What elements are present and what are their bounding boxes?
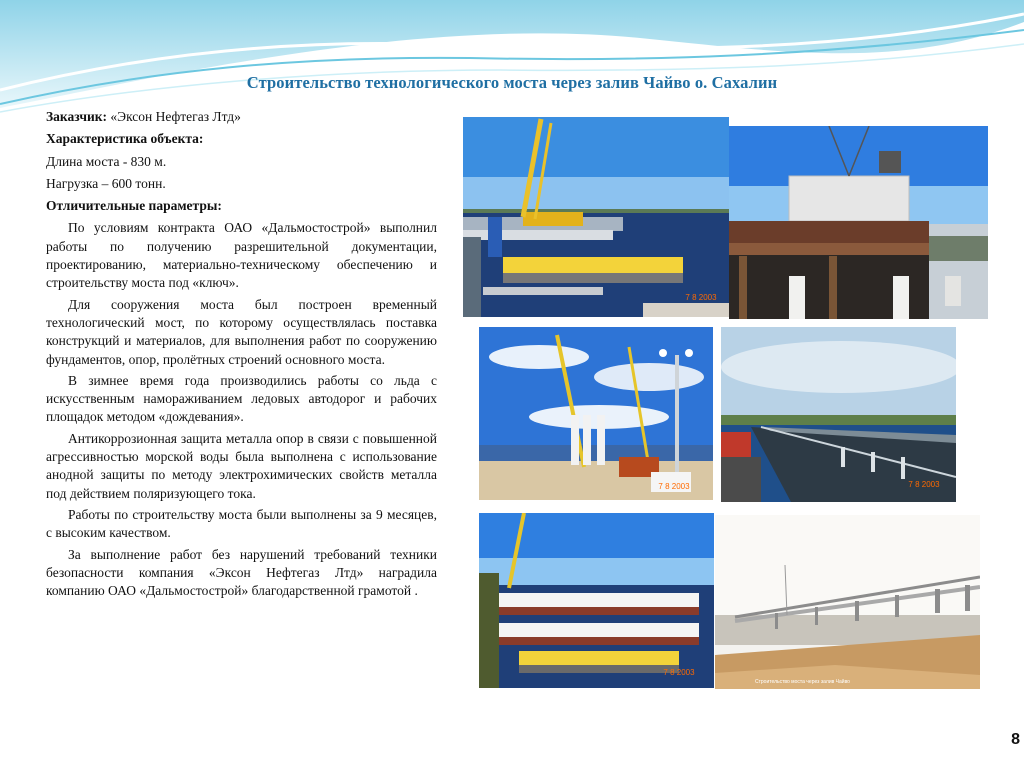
page-number: 8 — [1011, 731, 1020, 748]
paragraph: За выполнение работ без нарушений требований техники безопасности компания «Эксон Нефтегаз Лтд» наградила компанию ОАО «Дальмостострой» благодарственной грамотой . — [46, 546, 437, 599]
slide-title: Строительство технологического моста через залив Чайво о. Сахалин — [246, 73, 778, 92]
photo-crane-pontoons — [463, 117, 729, 317]
photo-pontoon-piers — [479, 513, 714, 688]
customer-line — [46, 108, 437, 126]
date-stamp: 7 8 2003 — [685, 293, 717, 302]
paragraph: Для сооружения моста был построен временный технологический мост, по которому осуществлялась поставка конструкций и материалов, для выполнения работ по сооружению фундаментов, опор, пролётных строений основного моста. — [46, 296, 437, 367]
paragraph: В зимнее время года производились работы со льда с искусственным намораживанием ледовых автодорог и рабочих площадок методом «дождевания». — [46, 372, 437, 425]
photo-cranes-shore — [479, 327, 713, 500]
body-text — [46, 108, 437, 603]
date-stamp: 7 8 2003 — [658, 482, 690, 491]
paragraph: Антикоррозионная защита металла опор в связи с повышенной агрессивностью морской воды была выполнена с использование анодной защиты по методу электрохимических свойств металла под действием поляризующего тока. — [46, 430, 437, 501]
paragraph: Работы по строительству моста были выполнены за 9 месяцев, с высоким качеством. — [46, 506, 437, 541]
bridge-length: Длина моста - 830 м. — [46, 153, 167, 169]
params-heading: Отличительные параметры: — [46, 198, 222, 214]
photo-block-lift — [729, 126, 988, 319]
paragraph: По условиям контракта ОАО «Дальмостострой» выполнил работы по получению разрешительной документации, проектированию, материально-техническому обеспечению и строительству моста под «ключ». — [46, 220, 437, 291]
photo-bridge-deck — [721, 327, 956, 502]
bridge-load: Нагрузка – 600 тонн. — [46, 175, 166, 191]
photo-caption: Строительство моста через залив Чайво — [755, 679, 850, 685]
customer-value: «Эксон Нефтегаз Лтд» — [107, 109, 241, 124]
date-stamp: 7 8 2003 — [663, 668, 695, 677]
photo-completed-bridge — [715, 515, 980, 689]
date-stamp: 7 8 2003 — [908, 480, 940, 489]
customer-label: Заказчик: — [46, 109, 108, 124]
object-heading: Характеристика объекта: — [46, 131, 204, 147]
